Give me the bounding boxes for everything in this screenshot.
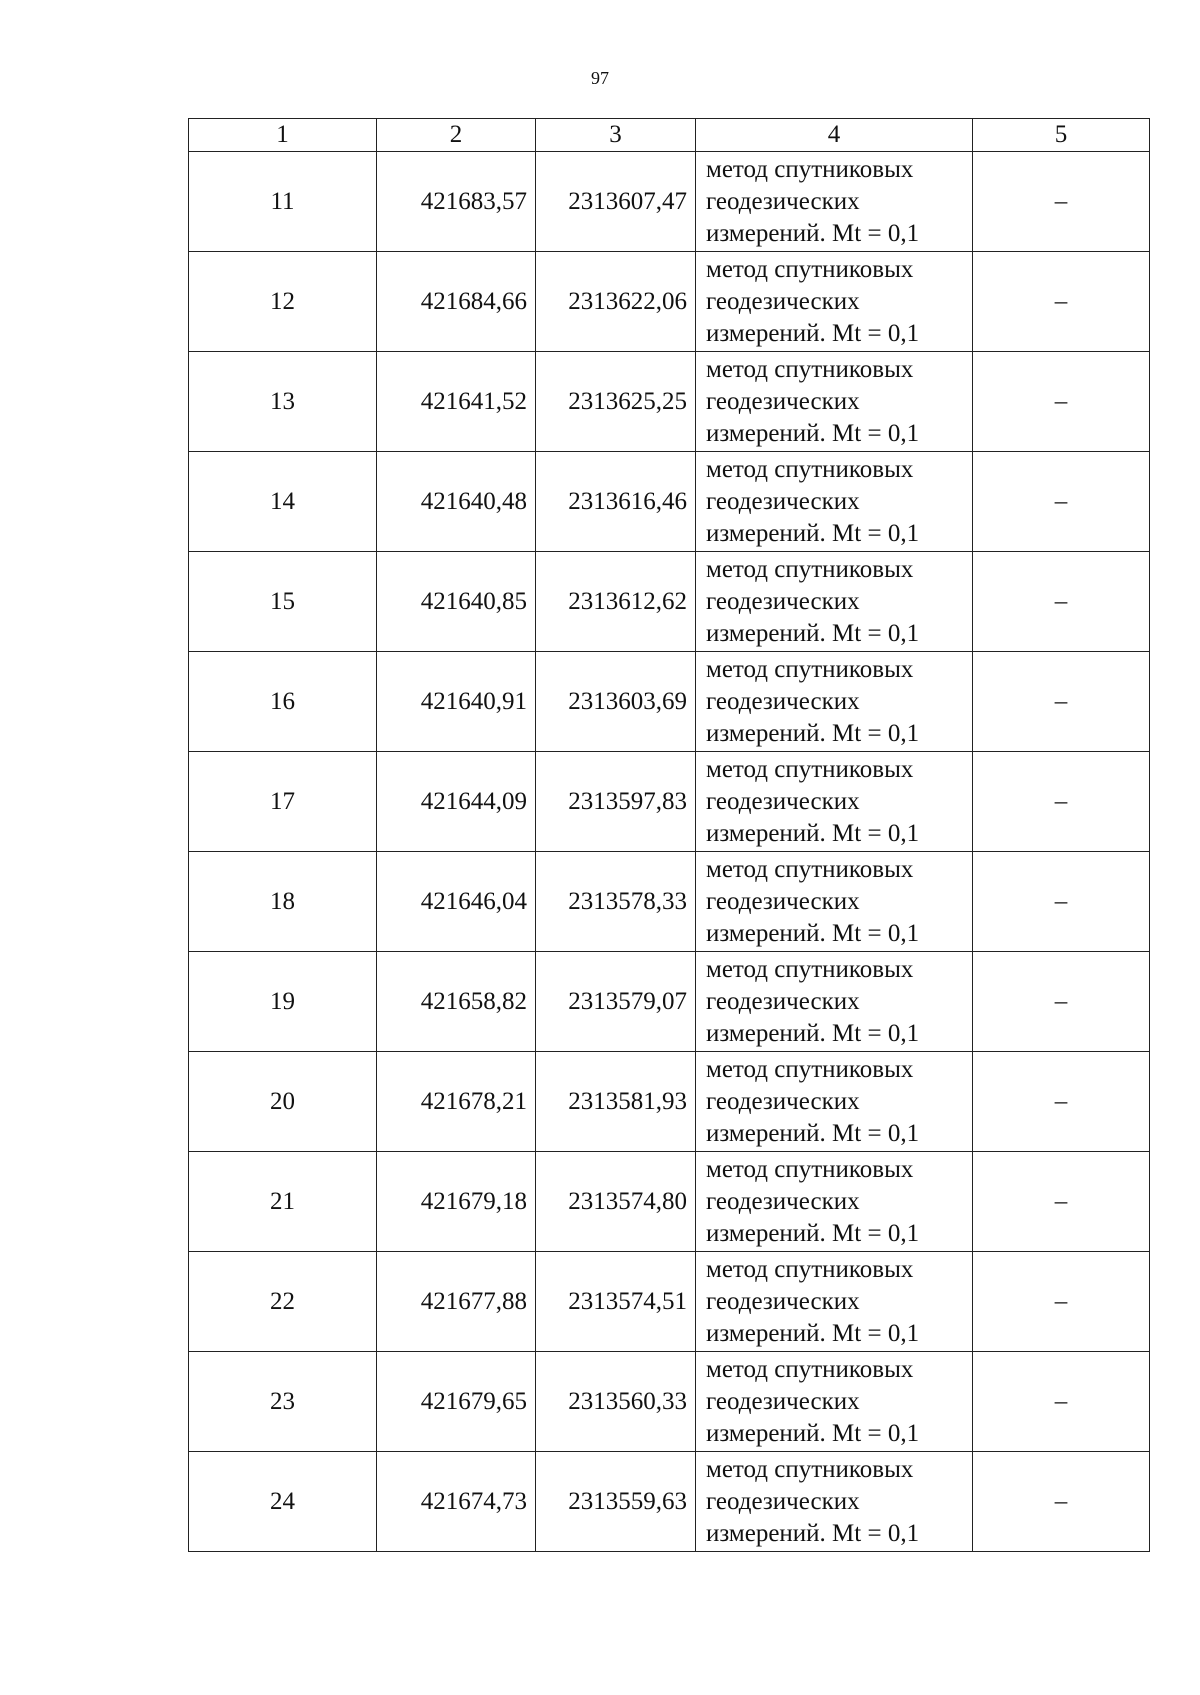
method-cell xyxy=(696,1152,973,1252)
table-row xyxy=(189,1352,1150,1452)
method-line: метод спутниковых xyxy=(706,1355,914,1383)
note-cell: – xyxy=(973,852,1150,952)
y-coordinate-cell: 2313612,62 xyxy=(536,552,696,652)
column-header: 1 xyxy=(189,119,377,152)
method-line: геодезических xyxy=(706,1287,860,1315)
method-cell xyxy=(696,1452,973,1552)
x-coordinate-cell: 421640,91 xyxy=(377,652,536,752)
point-number-cell: 18 xyxy=(189,852,377,952)
point-number-cell: 24 xyxy=(189,1452,377,1552)
method-cell xyxy=(696,252,973,352)
x-coordinate-cell: 421658,82 xyxy=(377,952,536,1052)
method-line: геодезических xyxy=(706,587,860,615)
note-cell: – xyxy=(973,452,1150,552)
method-line: измерений. Mt = 0,1 xyxy=(706,1119,920,1147)
method-line: измерений. Mt = 0,1 xyxy=(706,1519,920,1547)
point-number-cell: 17 xyxy=(189,752,377,852)
method-line: геодезических xyxy=(706,887,860,915)
method-cell xyxy=(696,1352,973,1452)
y-coordinate-cell: 2313622,06 xyxy=(536,252,696,352)
method-line: геодезических xyxy=(706,1187,860,1215)
point-number-cell: 20 xyxy=(189,1052,377,1152)
y-coordinate-cell: 2313559,63 xyxy=(536,1452,696,1552)
method-cell xyxy=(696,152,973,252)
method-line: геодезических xyxy=(706,1087,860,1115)
method-line: метод спутниковых xyxy=(706,355,914,383)
table-row xyxy=(189,152,1150,252)
note-cell: – xyxy=(973,652,1150,752)
method-line: метод спутниковых xyxy=(706,1155,914,1183)
method-cell xyxy=(696,1252,973,1352)
method-line: метод спутниковых xyxy=(706,155,914,183)
method-line: метод спутниковых xyxy=(706,255,914,283)
method-line: геодезических xyxy=(706,1387,860,1415)
point-number-cell: 12 xyxy=(189,252,377,352)
y-coordinate-cell: 2313581,93 xyxy=(536,1052,696,1152)
table-row xyxy=(189,1452,1150,1552)
point-number-cell: 14 xyxy=(189,452,377,552)
method-cell xyxy=(696,952,973,1052)
method-line: измерений. Mt = 0,1 xyxy=(706,1219,920,1247)
column-header: 3 xyxy=(536,119,696,152)
method-cell xyxy=(696,752,973,852)
y-coordinate-cell: 2313607,47 xyxy=(536,152,696,252)
note-cell: – xyxy=(973,752,1150,852)
table-row xyxy=(189,352,1150,452)
page-number: 97 xyxy=(591,68,609,88)
method-cell xyxy=(696,452,973,552)
point-number-cell: 16 xyxy=(189,652,377,752)
x-coordinate-cell: 421646,04 xyxy=(377,852,536,952)
method-line: измерений. Mt = 0,1 xyxy=(706,1319,920,1347)
table-row xyxy=(189,1152,1150,1252)
point-number-cell: 22 xyxy=(189,1252,377,1352)
method-cell xyxy=(696,852,973,952)
point-number-cell: 11 xyxy=(189,152,377,252)
column-header: 5 xyxy=(973,119,1150,152)
note-cell: – xyxy=(973,1052,1150,1152)
method-cell xyxy=(696,352,973,452)
point-number-cell: 15 xyxy=(189,552,377,652)
method-line: измерений. Mt = 0,1 xyxy=(706,1019,920,1047)
method-line: геодезических xyxy=(706,1487,860,1515)
method-cell xyxy=(696,652,973,752)
x-coordinate-cell: 421683,57 xyxy=(377,152,536,252)
point-number-cell: 19 xyxy=(189,952,377,1052)
x-coordinate-cell: 421640,85 xyxy=(377,552,536,652)
method-line: измерений. Mt = 0,1 xyxy=(706,1419,920,1447)
note-cell: – xyxy=(973,352,1150,452)
note-cell: – xyxy=(973,252,1150,352)
method-line: геодезических xyxy=(706,487,860,515)
x-coordinate-cell: 421640,48 xyxy=(377,452,536,552)
method-line: метод спутниковых xyxy=(706,1055,914,1083)
y-coordinate-cell: 2313578,33 xyxy=(536,852,696,952)
y-coordinate-cell: 2313616,46 xyxy=(536,452,696,552)
table-row xyxy=(189,652,1150,752)
note-cell: – xyxy=(973,1252,1150,1352)
method-line: измерений. Mt = 0,1 xyxy=(706,819,920,847)
method-line: геодезических xyxy=(706,787,860,815)
x-coordinate-cell: 421644,09 xyxy=(377,752,536,852)
y-coordinate-cell: 2313560,33 xyxy=(536,1352,696,1452)
table-row xyxy=(189,1052,1150,1152)
method-line: метод спутниковых xyxy=(706,955,914,983)
method-line: геодезических xyxy=(706,387,860,415)
method-line: измерений. Mt = 0,1 xyxy=(706,519,920,547)
method-line: метод спутниковых xyxy=(706,1455,914,1483)
method-line: измерений. Mt = 0,1 xyxy=(706,619,920,647)
note-cell: – xyxy=(973,152,1150,252)
x-coordinate-cell: 421679,65 xyxy=(377,1352,536,1452)
y-coordinate-cell: 2313579,07 xyxy=(536,952,696,1052)
note-cell: – xyxy=(973,952,1150,1052)
table-row xyxy=(189,752,1150,852)
method-line: измерений. Mt = 0,1 xyxy=(706,419,920,447)
column-header: 4 xyxy=(696,119,973,152)
coordinates-table xyxy=(188,118,1150,1552)
x-coordinate-cell: 421641,52 xyxy=(377,352,536,452)
note-cell: – xyxy=(973,1152,1150,1252)
method-line: метод спутниковых xyxy=(706,455,914,483)
method-line: метод спутниковых xyxy=(706,655,914,683)
method-cell xyxy=(696,1052,973,1152)
y-coordinate-cell: 2313603,69 xyxy=(536,652,696,752)
note-cell: – xyxy=(973,1452,1150,1552)
method-cell xyxy=(696,552,973,652)
note-cell: – xyxy=(973,552,1150,652)
method-line: метод спутниковых xyxy=(706,1255,914,1283)
method-line: измерений. Mt = 0,1 xyxy=(706,919,920,947)
table-row xyxy=(189,452,1150,552)
method-line: геодезических xyxy=(706,287,860,315)
y-coordinate-cell: 2313625,25 xyxy=(536,352,696,452)
column-header: 2 xyxy=(377,119,536,152)
x-coordinate-cell: 421679,18 xyxy=(377,1152,536,1252)
x-coordinate-cell: 421684,66 xyxy=(377,252,536,352)
x-coordinate-cell: 421677,88 xyxy=(377,1252,536,1352)
method-line: измерений. Mt = 0,1 xyxy=(706,319,920,347)
table-row xyxy=(189,852,1150,952)
table-body xyxy=(189,119,1150,1552)
x-coordinate-cell: 421674,73 xyxy=(377,1452,536,1552)
y-coordinate-cell: 2313597,83 xyxy=(536,752,696,852)
table-row xyxy=(189,252,1150,352)
point-number-cell: 21 xyxy=(189,1152,377,1252)
note-cell: – xyxy=(973,1352,1150,1452)
method-line: метод спутниковых xyxy=(706,555,914,583)
x-coordinate-cell: 421678,21 xyxy=(377,1052,536,1152)
point-number-cell: 23 xyxy=(189,1352,377,1452)
method-line: геодезических xyxy=(706,687,860,715)
y-coordinate-cell: 2313574,51 xyxy=(536,1252,696,1352)
point-number-cell: 13 xyxy=(189,352,377,452)
method-line: метод спутниковых xyxy=(706,855,914,883)
table-header-row xyxy=(189,119,1150,152)
method-line: измерений. Mt = 0,1 xyxy=(706,219,920,247)
table-row xyxy=(189,1252,1150,1352)
y-coordinate-cell: 2313574,80 xyxy=(536,1152,696,1252)
table-row xyxy=(189,552,1150,652)
method-line: геодезических xyxy=(706,987,860,1015)
table-row xyxy=(189,952,1150,1052)
method-line: измерений. Mt = 0,1 xyxy=(706,719,920,747)
method-line: геодезических xyxy=(706,187,860,215)
method-line: метод спутниковых xyxy=(706,755,914,783)
